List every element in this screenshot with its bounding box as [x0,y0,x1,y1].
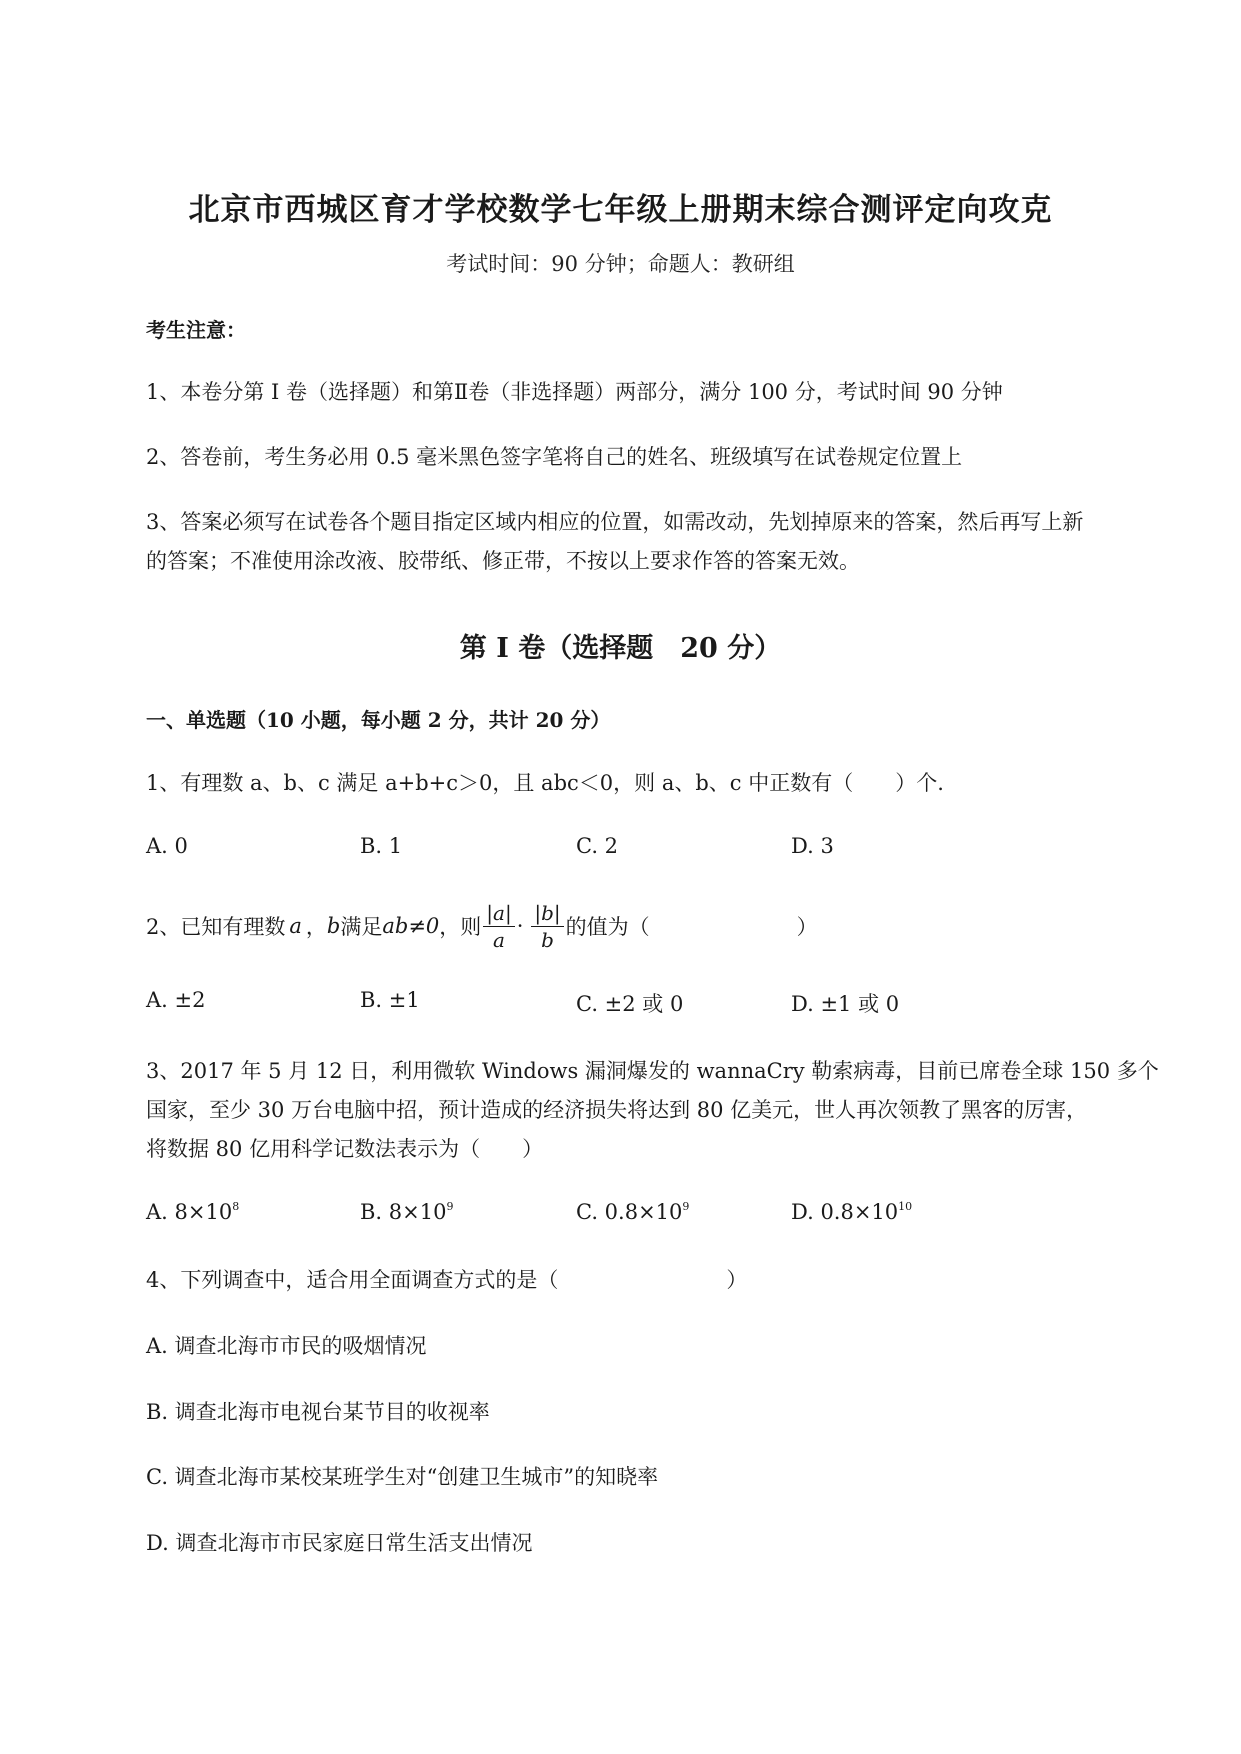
question-2-option-d: D. ±1 或 0 [791,992,900,1016]
section-title: 第 I 卷（选择题 20 分） [459,633,782,664]
question-2-option-b: B. ±1 [360,988,420,1012]
question-4-option-b: B. 调查北海市电视台某节目的收视率 [146,1400,490,1424]
notice-item-3: 3、答案必须写在试卷各个题目指定区域内相应的位置，如需改动，先划掉原来的答案，然后再写上新 [146,510,1084,534]
fraction-1-denominator: a [493,927,505,952]
question-2-then: ，则 [439,915,482,939]
question-3-stem-line-3: 将数据 80 亿用科学记数法表示为（ ） [146,1137,544,1161]
question-1-option-d: D. 3 [791,834,834,858]
question-3-option-d-exponent: 10 [898,1200,913,1213]
question-2-var-b: b [326,914,341,938]
notice-item-1: 1、本卷分第 I 卷（选择题）和第Ⅱ卷（非选择题）两部分，满分 100 分，考试时间 90 分钟 [146,380,1003,404]
question-3-option-b [360,1200,453,1224]
question-1-option-c: C. 2 [576,834,619,858]
question-3-option-a-base: A. 8×10 [146,1200,233,1224]
question-2-var-a: a [289,914,302,938]
notice-item-2: 2、答卷前，考生务必用 0.5 毫米黑色签字笔将自己的姓名、班级填写在试卷规定位置上 [146,445,963,469]
fraction-1-numerator: |a| [483,900,514,927]
question-1-stem: 1、有理数 a、b、c 满足 a+b+c＞0，且 abc＜0，则 a、b、c 中正数有（ ）个. [146,771,944,795]
question-3-option-d-base: D. 0.8×10 [791,1200,899,1224]
notice-heading: 考生注意： [146,318,246,342]
exam-subtitle: 考试时间：90 分钟；命题人：教研组 [446,252,795,276]
question-4-stem: 4、下列调查中，适合用全面调查方式的是（ ） [146,1268,748,1292]
notice-item-3-cont: 的答案；不准使用涂改液、胶带纸、修正带，不按以上要求作答的答案无效。 [146,549,860,573]
fraction-2-denominator: b [541,927,554,952]
question-2-suffix: 的值为（ ） [565,915,818,939]
question-3-stem-line-1: 3、2017 年 5 月 12 日，利用微软 Windows 漏洞爆发的 wannaCry 勒索病毒，目前已席卷全球 150 多个 [146,1059,1159,1083]
fraction-operator: · [516,914,524,938]
question-3-option-c-exponent: 9 [682,1200,690,1213]
question-1-option-a: A. 0 [146,834,188,858]
question-3-option-c-base: C. 0.8×10 [576,1200,683,1224]
fraction-abs-a-over-a [483,900,514,953]
question-4-option-d: D. 调查北海市市民家庭日常生活支出情况 [146,1531,533,1555]
question-2-option-a: A. ±2 [146,988,206,1012]
question-3-option-d [791,1200,912,1224]
question-3-option-c [576,1200,689,1224]
subsection-heading: 一、单选题（10 小题，每小题 2 分，共计 20 分） [146,708,611,732]
question-2-prefix: 2、已知有理数 [146,915,286,939]
fraction-abs-b-over-b [531,900,563,953]
question-3-option-a [146,1200,239,1224]
question-2-condition: ab≠0 [382,914,440,938]
question-2-mid: 满足 [340,915,383,939]
question-3-option-b-base: B. 8×10 [360,1200,447,1224]
question-3-option-a-exponent: 8 [232,1200,240,1213]
question-3-stem-line-2: 国家，至少 30 万台电脑中招，预计造成的经济损失将达到 80 亿美元，世人再次领教了黑客的厉害， [146,1098,1088,1122]
fraction-2-numerator: |b| [531,900,563,927]
question-4-option-c: C. 调查北海市某校某班学生对“创建卫生城市”的知晓率 [146,1465,659,1489]
question-2-stem [146,896,818,956]
question-2-option-c: C. ±2 或 0 [576,992,684,1016]
question-4-option-a: A. 调查北海市市民的吸烟情况 [146,1334,427,1358]
question-3-option-b-exponent: 9 [446,1200,454,1213]
exam-title: 北京市西城区育才学校数学七年级上册期末综合测评定向攻克 [188,192,1053,228]
question-1-option-b: B. 1 [360,834,403,858]
question-2-sep: ， [305,915,327,939]
